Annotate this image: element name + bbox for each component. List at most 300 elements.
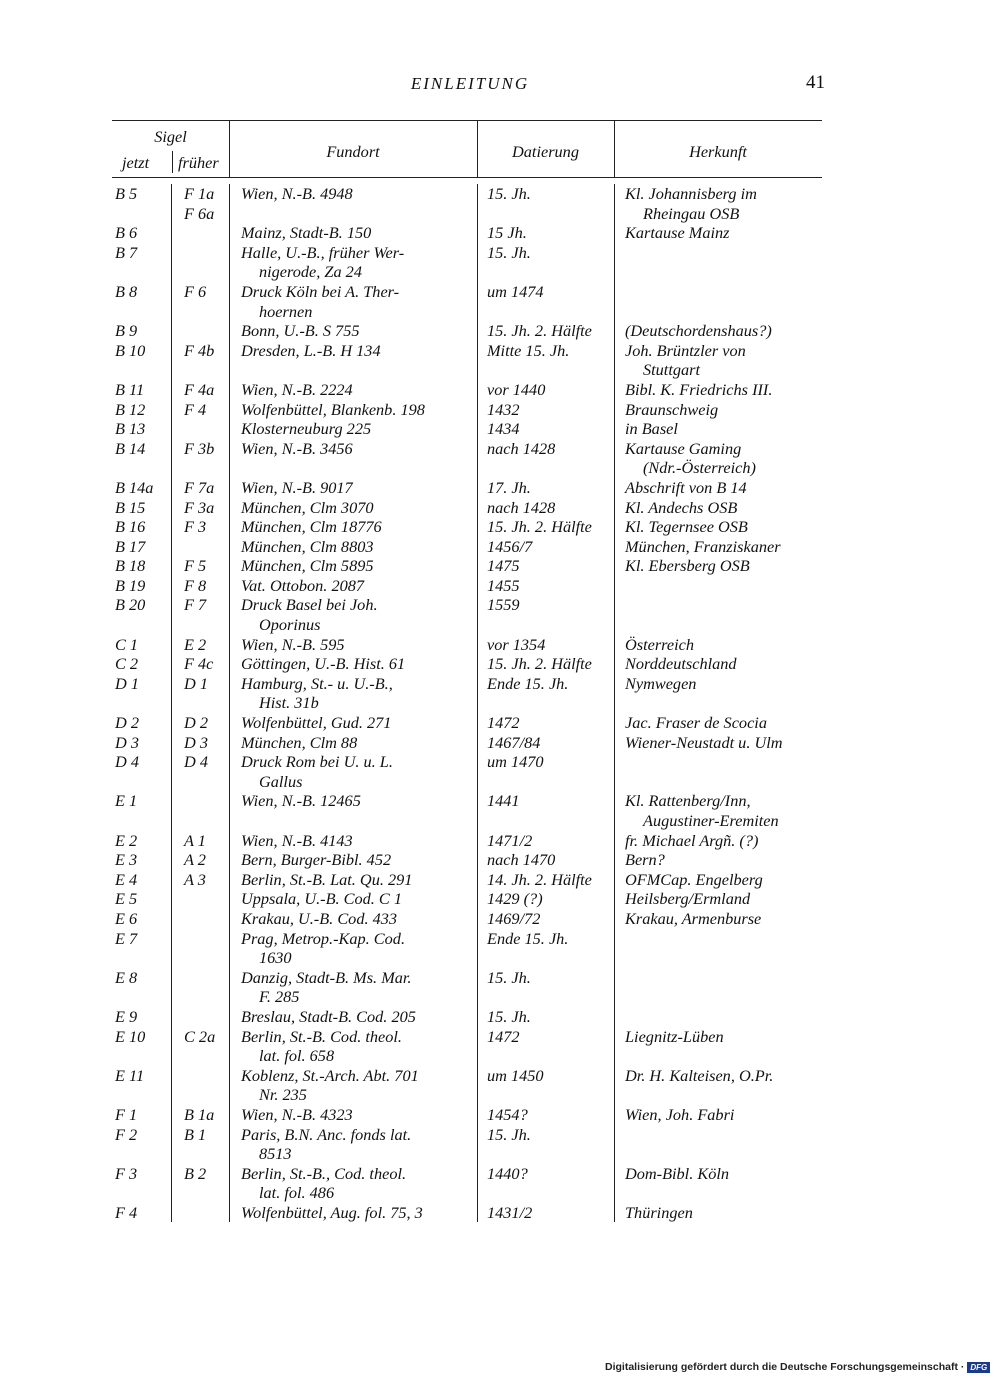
cell-frueher (171, 282, 229, 321)
cell-herkunft (614, 968, 822, 1007)
table-row (112, 831, 822, 851)
cell-frueher-line: B 1 (184, 1124, 207, 1144)
cell-frueher (171, 909, 229, 929)
cell-fundort-line: Danzig, Stadt-B. Ms. Mar. (241, 967, 412, 987)
cell-jetzt: B 8 (115, 281, 138, 301)
cell-fundort-line: Gallus (259, 771, 303, 791)
cell-fundort (229, 419, 477, 439)
cell-jetzt: B 16 (115, 517, 146, 537)
table-row (112, 1164, 822, 1203)
cell-datierung: um 1474 (477, 282, 614, 321)
cell-fundort (229, 733, 477, 753)
cell-herkunft (614, 713, 822, 733)
table-row (112, 380, 822, 400)
cell-fundort-line: Prag, Metrop.-Kap. Cod. (241, 928, 406, 948)
cell-herkunft-line: Braunschweig (625, 399, 719, 419)
cell-herkunft (614, 791, 822, 830)
cell-jetzt: B 18 (115, 556, 146, 576)
cell-datierung: 1472 (477, 713, 614, 733)
cell-herkunft (614, 321, 822, 341)
cell-fundort (229, 341, 477, 380)
cell-frueher-line: F 6a (184, 203, 215, 223)
cell-datierung: um 1450 (477, 1066, 614, 1105)
cell-fundort-line: hoernen (259, 301, 313, 321)
cell-frueher (171, 478, 229, 498)
cell-fundort-line: 8513 (259, 1144, 292, 1164)
table-header (112, 120, 822, 178)
cell-fundort-line: Paris, B.N. Anc. fonds lat. (241, 1124, 412, 1144)
cell-herkunft-line: Nymwegen (625, 673, 697, 693)
table-row (112, 752, 822, 791)
cell-jetzt: B 19 (115, 575, 146, 595)
cell-datierung: 15 Jh. (477, 223, 614, 243)
cell-datierung: 1455 (477, 576, 614, 596)
table-row (112, 1203, 822, 1223)
cell-datierung: 1431/2 (477, 1203, 614, 1223)
cell-frueher (171, 537, 229, 557)
cell-herkunft-line: Wiener-Neustadt u. Ulm (625, 732, 783, 752)
cell-fundort-line: Dresden, L.-B. H 134 (241, 340, 381, 360)
table-row (112, 400, 822, 420)
cell-herkunft (614, 889, 822, 909)
table-row (112, 243, 822, 282)
cell-fundort (229, 654, 477, 674)
cell-frueher (171, 419, 229, 439)
cell-fundort (229, 1007, 477, 1027)
cell-herkunft-line: Bern? (625, 850, 665, 870)
cell-frueher-line: F 4b (184, 340, 215, 360)
cell-jetzt: B 11 (115, 379, 145, 399)
cell-datierung: 1471/2 (477, 831, 614, 851)
cell-frueher (171, 595, 229, 634)
cell-fundort-line: Hist. 31b (259, 693, 319, 713)
cell-fundort-line: München, Clm 18776 (241, 517, 382, 537)
cell-herkunft (614, 752, 822, 791)
header-sigel: Sigel (154, 127, 187, 146)
cell-jetzt: F 3 (115, 1163, 138, 1183)
cell-datierung: 1456/7 (477, 537, 614, 557)
cell-jetzt: E 9 (115, 1006, 138, 1026)
cell-frueher (171, 1105, 229, 1125)
table-row (112, 713, 822, 733)
cell-frueher (171, 654, 229, 674)
cell-jetzt: B 20 (115, 595, 146, 615)
cell-frueher-line: B 1a (184, 1104, 215, 1124)
cell-herkunft-line: Kl. Andechs OSB (625, 497, 738, 517)
cell-datierung: Ende 15. Jh. (477, 929, 614, 968)
cell-datierung: um 1470 (477, 752, 614, 791)
cell-fundort (229, 556, 477, 576)
cell-herkunft-line: Kl. Johannisberg im (625, 184, 757, 203)
cell-frueher (171, 400, 229, 420)
cell-herkunft (614, 831, 822, 851)
cell-herkunft-line: Kl. Ebersberg OSB (625, 556, 750, 576)
cell-frueher (171, 831, 229, 851)
table-row (112, 1105, 822, 1125)
cell-herkunft (614, 478, 822, 498)
cell-frueher (171, 850, 229, 870)
cell-fundort (229, 1066, 477, 1105)
cell-fundort-line: lat. fol. 486 (259, 1183, 335, 1203)
header-divider (172, 151, 173, 173)
cell-herkunft (614, 556, 822, 576)
header-datierung: Datierung (512, 142, 579, 161)
table-row (112, 635, 822, 655)
cell-frueher-line: D 2 (184, 713, 208, 733)
cell-frueher (171, 752, 229, 791)
cell-herkunft-line: Dom-Bibl. Köln (625, 1163, 730, 1183)
cell-frueher-line: C 2a (184, 1026, 216, 1046)
cell-fundort (229, 595, 477, 634)
cell-herkunft (614, 733, 822, 753)
running-head-title: EINLEITUNG (410, 74, 530, 93)
cell-herkunft (614, 595, 822, 634)
cell-fundort-line: Druck Rom bei U. u. L. (241, 752, 393, 772)
cell-jetzt: F 2 (115, 1124, 138, 1144)
cell-jetzt: B 14 (115, 438, 146, 458)
table-row (112, 517, 822, 537)
cell-frueher-line: D 4 (184, 752, 208, 772)
cell-fundort (229, 1125, 477, 1164)
cell-jetzt: B 5 (115, 184, 138, 203)
cell-frueher-line: A 2 (184, 850, 206, 870)
cell-fundort-line: Bern, Burger-Bibl. 452 (241, 850, 392, 870)
cell-fundort-line: Krakau, U.-B. Cod. 433 (241, 908, 398, 928)
cell-jetzt: B 10 (115, 340, 146, 360)
cell-datierung: nach 1428 (477, 498, 614, 518)
cell-herkunft-line: Kl. Tegernsee OSB (625, 517, 748, 537)
cell-jetzt: B 6 (115, 223, 138, 243)
cell-fundort-line: Druck Basel bei Joh. (241, 595, 378, 615)
cell-frueher (171, 243, 229, 282)
cell-frueher (171, 380, 229, 400)
cell-fundort-line: Wien, N.-B. 4143 (241, 830, 353, 850)
table-body (112, 178, 822, 1222)
cell-datierung: 15. Jh. (477, 243, 614, 282)
cell-herkunft (614, 184, 822, 223)
table-row (112, 929, 822, 968)
cell-fundort-line: Berlin, St.-B., Cod. theol. (241, 1163, 407, 1183)
cell-fundort-line: Vat. Ottobon. 2087 (241, 575, 365, 595)
cell-frueher (171, 1164, 229, 1203)
cell-jetzt: C 1 (115, 634, 139, 654)
cell-herkunft-line: Jac. Fraser de Scocia (625, 713, 767, 733)
table-row (112, 184, 822, 223)
cell-fundort-line: Druck Köln bei A. Ther- (241, 281, 400, 301)
cell-frueher (171, 498, 229, 518)
cell-fundort (229, 791, 477, 830)
page-number: 41 (806, 72, 825, 93)
cell-herkunft-line: Joh. Brüntzler von (625, 340, 746, 360)
cell-fundort-line: Oporinus (259, 615, 321, 635)
cell-fundort-line: München, Clm 3070 (241, 497, 374, 517)
cell-herkunft-line: München, Franziskaner (625, 536, 781, 556)
cell-herkunft (614, 439, 822, 478)
cell-fundort-line: Koblenz, St.-Arch. Abt. 701 (241, 1065, 419, 1085)
cell-jetzt: E 8 (115, 967, 138, 987)
table-row (112, 654, 822, 674)
cell-frueher (171, 870, 229, 890)
cell-fundort (229, 850, 477, 870)
cell-herkunft (614, 1066, 822, 1105)
cell-fundort-line: Wolfenbüttel, Aug. fol. 75, 3 (241, 1202, 423, 1222)
cell-herkunft-line: Kartause Mainz (625, 223, 730, 243)
cell-jetzt: B 14a (115, 477, 154, 497)
cell-fundort-line: Wien, N.-B. 4948 (241, 184, 353, 203)
cell-frueher (171, 674, 229, 713)
cell-frueher-line: F 4c (184, 654, 214, 674)
cell-frueher (171, 517, 229, 537)
cell-frueher (171, 791, 229, 830)
cell-herkunft (614, 419, 822, 439)
header-herkunft: Herkunft (689, 142, 747, 161)
cell-fundort (229, 929, 477, 968)
cell-frueher-line: F 3a (184, 497, 215, 517)
cell-fundort-line: lat. fol. 658 (259, 1046, 335, 1066)
cell-frueher (171, 733, 229, 753)
cell-fundort-line: Bonn, U.-B. S 755 (241, 321, 360, 341)
cell-frueher-line: F 1a (184, 184, 215, 203)
cell-fundort (229, 870, 477, 890)
cell-herkunft (614, 635, 822, 655)
cell-fundort-line: Uppsala, U.-B. Cod. C 1 (241, 889, 403, 909)
cell-jetzt: D 2 (115, 713, 139, 733)
cell-datierung: vor 1354 (477, 635, 614, 655)
cell-jetzt: B 9 (115, 321, 138, 341)
cell-frueher (171, 223, 229, 243)
cell-fundort (229, 635, 477, 655)
cell-fundort-line: München, Clm 88 (241, 732, 358, 752)
cell-herkunft (614, 243, 822, 282)
cell-datierung: 1469/72 (477, 909, 614, 929)
footer-credit (605, 1361, 990, 1373)
cell-herkunft-line: Liegnitz-Lüben (625, 1026, 724, 1046)
cell-frueher-line: F 7 (184, 595, 207, 615)
cell-datierung: 1434 (477, 419, 614, 439)
cell-fundort-line: Hamburg, St.- u. U.-B., (241, 673, 393, 693)
cell-jetzt: E 5 (115, 889, 138, 909)
cell-fundort (229, 184, 477, 223)
cell-frueher (171, 968, 229, 1007)
cell-fundort-line: Breslau, Stadt-B. Cod. 205 (241, 1006, 416, 1026)
cell-fundort-line: Wien, N.-B. 4323 (241, 1104, 353, 1124)
cell-fundort-line: Nr. 235 (259, 1085, 307, 1105)
cell-jetzt: E 11 (115, 1065, 145, 1085)
cell-frueher (171, 929, 229, 968)
table-row (112, 321, 822, 341)
cell-frueher (171, 439, 229, 478)
cell-jetzt: B 7 (115, 242, 138, 262)
cell-frueher-line: A 3 (184, 869, 206, 889)
cell-frueher-line: F 5 (184, 556, 207, 576)
header-frueher: früher (178, 153, 219, 172)
table-row (112, 556, 822, 576)
cell-datierung: 1559 (477, 595, 614, 634)
cell-datierung: 14. Jh. 2. Hälfte (477, 870, 614, 890)
cell-frueher (171, 1007, 229, 1027)
cell-fundort-line: Wien, N.-B. 3456 (241, 438, 353, 458)
cell-herkunft (614, 929, 822, 968)
table-row (112, 282, 822, 321)
cell-frueher (171, 1203, 229, 1223)
cell-herkunft (614, 282, 822, 321)
cell-fundort (229, 889, 477, 909)
cell-jetzt: E 7 (115, 928, 138, 948)
cell-herkunft-line: fr. Michael Argñ. (?) (625, 830, 759, 850)
cell-herkunft-line: in Basel (625, 419, 678, 439)
cell-datierung: 15. Jh. (477, 184, 614, 223)
cell-jetzt: E 6 (115, 908, 138, 928)
cell-fundort-line: F. 285 (259, 987, 300, 1007)
cell-fundort (229, 1203, 477, 1223)
cell-herkunft (614, 576, 822, 596)
cell-datierung: 1472 (477, 1027, 614, 1066)
cell-frueher-line: B 2 (184, 1163, 207, 1183)
cell-datierung: 1440? (477, 1164, 614, 1203)
cell-herkunft-line: Norddeutschland (625, 654, 737, 674)
cell-frueher-line: F 3 (184, 517, 207, 537)
cell-fundort-line: Mainz, Stadt-B. 150 (241, 223, 372, 243)
cell-frueher (171, 1066, 229, 1105)
cell-datierung: Ende 15. Jh. (477, 674, 614, 713)
cell-datierung: 15. Jh. (477, 1125, 614, 1164)
cell-frueher-line: F 6 (184, 281, 207, 301)
cell-frueher-line: F 4a (184, 379, 215, 399)
cell-datierung: 1475 (477, 556, 614, 576)
cell-jetzt: B 12 (115, 399, 146, 419)
cell-herkunft (614, 850, 822, 870)
table-row (112, 595, 822, 634)
table-row (112, 850, 822, 870)
table-row (112, 791, 822, 830)
cell-frueher (171, 321, 229, 341)
cell-datierung: 17. Jh. (477, 478, 614, 498)
cell-datierung: vor 1440 (477, 380, 614, 400)
cell-fundort-line: Wien, N.-B. 595 (241, 634, 345, 654)
cell-datierung: 1429 (?) (477, 889, 614, 909)
cell-jetzt: D 1 (115, 673, 139, 693)
cell-fundort (229, 1164, 477, 1203)
cell-herkunft-line: Dr. H. Kalteisen, O.Pr. (625, 1065, 774, 1085)
cell-fundort (229, 498, 477, 518)
cell-frueher (171, 713, 229, 733)
cell-herkunft-line: Österreich (625, 634, 695, 654)
cell-frueher-line: F 4 (184, 399, 207, 419)
cell-fundort (229, 674, 477, 713)
cell-herkunft-line: Stuttgart (643, 360, 700, 380)
cell-jetzt: B 13 (115, 419, 146, 439)
table-row (112, 537, 822, 557)
table-row (112, 1027, 822, 1066)
cell-datierung: 15. Jh. 2. Hälfte (477, 321, 614, 341)
table-row (112, 576, 822, 596)
cell-jetzt: E 1 (115, 791, 138, 811)
cell-herkunft (614, 1203, 822, 1223)
cell-fundort-line: Wien, N.-B. 2224 (241, 379, 353, 399)
cell-jetzt: B 15 (115, 497, 146, 517)
cell-fundort (229, 380, 477, 400)
table-row (112, 498, 822, 518)
table-row (112, 1125, 822, 1164)
cell-herkunft-line: Abschrift von B 14 (625, 477, 747, 497)
cell-herkunft (614, 400, 822, 420)
cell-fundort (229, 537, 477, 557)
table-row (112, 1007, 822, 1027)
cell-fundort-line: Wien, N.-B. 12465 (241, 791, 361, 811)
cell-fundort-line: 1630 (259, 948, 292, 968)
dfg-logo: DFG (967, 1362, 990, 1373)
cell-frueher-line: F 3b (184, 438, 215, 458)
cell-herkunft-line: OFMCap. Engelberg (625, 869, 763, 889)
table-row (112, 478, 822, 498)
cell-frueher (171, 635, 229, 655)
cell-herkunft-line: Wien, Joh. Fabri (625, 1104, 735, 1124)
table-row (112, 223, 822, 243)
table-row (112, 889, 822, 909)
cell-datierung: 1432 (477, 400, 614, 420)
cell-herkunft (614, 654, 822, 674)
cell-fundort-line: Berlin, St.-B. Cod. theol. (241, 1026, 402, 1046)
cell-jetzt: E 4 (115, 869, 138, 889)
cell-datierung: nach 1428 (477, 439, 614, 478)
cell-herkunft-line: (Deutschordenshaus?) (625, 321, 772, 341)
cell-herkunft (614, 1125, 822, 1164)
cell-jetzt: D 3 (115, 732, 139, 752)
cell-herkunft (614, 380, 822, 400)
cell-jetzt: D 4 (115, 752, 139, 772)
cell-fundort-line: Göttingen, U.-B. Hist. 61 (241, 654, 406, 674)
cell-frueher-line: F 7a (184, 477, 215, 497)
table-row (112, 870, 822, 890)
cell-datierung: 1467/84 (477, 733, 614, 753)
cell-datierung: 15. Jh. 2. Hälfte (477, 517, 614, 537)
cell-datierung: 15. Jh. (477, 1007, 614, 1027)
cell-herkunft (614, 341, 822, 380)
cell-fundort-line: Klosterneuburg 225 (241, 419, 372, 439)
cell-jetzt: E 2 (115, 830, 138, 850)
cell-fundort (229, 713, 477, 733)
cell-fundort-line: nigerode, Za 24 (259, 262, 362, 282)
cell-fundort (229, 517, 477, 537)
table-row (112, 968, 822, 1007)
cell-fundort (229, 478, 477, 498)
cell-fundort-line: Wolfenbüttel, Blankenb. 198 (241, 399, 425, 419)
cell-herkunft (614, 1007, 822, 1027)
cell-frueher-line: D 1 (184, 673, 208, 693)
cell-jetzt: E 10 (115, 1026, 146, 1046)
cell-herkunft-line: (Ndr.-Österreich) (643, 458, 756, 478)
table-row (112, 909, 822, 929)
table-row (112, 341, 822, 380)
cell-fundort (229, 321, 477, 341)
cell-fundort (229, 1105, 477, 1125)
cell-frueher-line: A 1 (184, 830, 206, 850)
cell-jetzt: B 17 (115, 536, 146, 556)
table-row (112, 733, 822, 753)
cell-herkunft (614, 223, 822, 243)
cell-fundort (229, 400, 477, 420)
cell-jetzt: E 3 (115, 850, 138, 870)
cell-fundort-line: München, Clm 5895 (241, 556, 374, 576)
cell-datierung: 15. Jh. (477, 968, 614, 1007)
header-fundort: Fundort (326, 142, 380, 161)
cell-herkunft (614, 1105, 822, 1125)
cell-herkunft (614, 517, 822, 537)
sigel-table (112, 120, 822, 1222)
cell-fundort (229, 909, 477, 929)
cell-datierung: 1441 (477, 791, 614, 830)
cell-datierung: 1454? (477, 1105, 614, 1125)
